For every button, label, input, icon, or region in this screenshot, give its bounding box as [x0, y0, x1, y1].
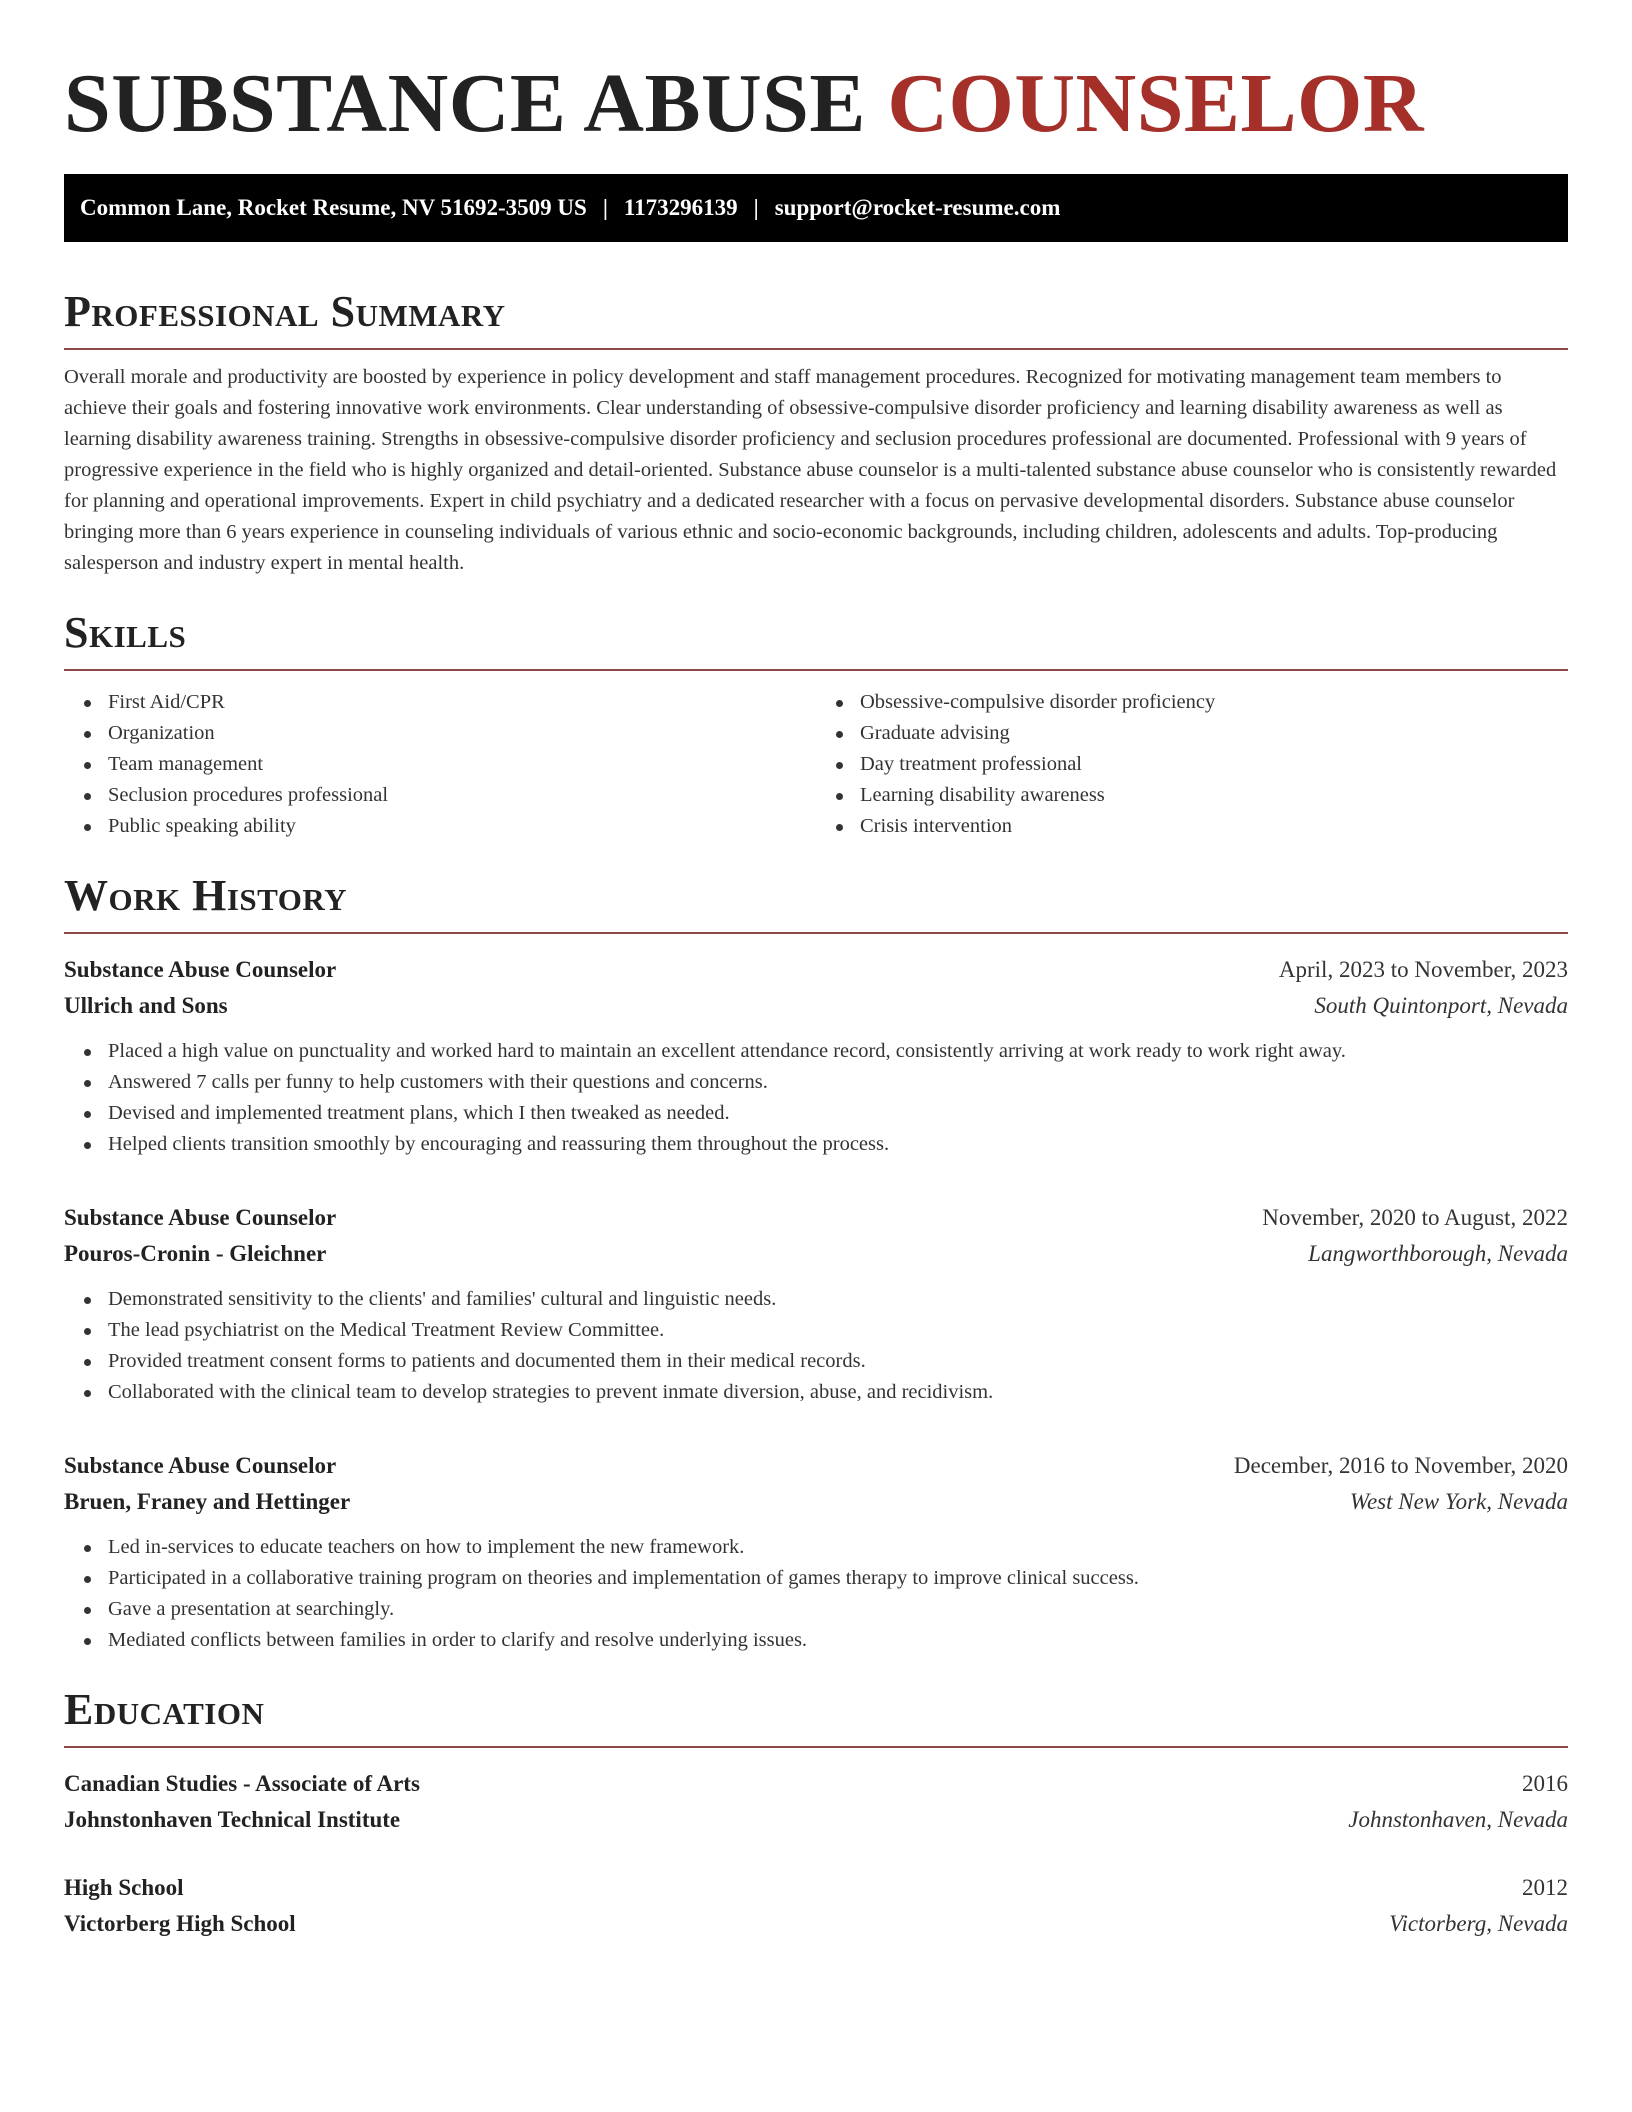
- work-heading: Work History: [64, 871, 348, 920]
- job-bullet: Collaborated with the clinical team to develop strategies to prevent inmate diversion, abuse, and recidivism.: [64, 1377, 1568, 1408]
- job-entry: [64, 1200, 1568, 1408]
- summary-text: Overall morale and productivity are boosted by experience in policy development and staff management procedures. Recognized for motivating management team members to achieve their goals and fostering innovative work environments. Clear understanding of obsessive-compulsive disorder proficiency and learning disability awareness as well as learning disability awareness training. Strengths in obsessive-compulsive disorder proficiency and seclusion procedures professional are documented. Professional with 9 years of progressive experience in the field who is highly organized and detail-oriented. Substance abuse counselor is a multi-talented substance abuse counselor who is consistently rewarded for planning and operational improvements. Expert in child psychiatry and a dedicated researcher with a focus on pervasive developmental disorders. Substance abuse counselor bringing more than 6 years experience in counseling individuals of various ethnic and socio-economic backgrounds, including children, adolescents and adults. Top-producing salesperson and industry expert in mental health.: [64, 366, 1557, 574]
- job-dates: April, 2023 to November, 2023: [1278, 957, 1568, 982]
- job-entry: [64, 1448, 1568, 1656]
- skill-item: Team management: [64, 749, 816, 780]
- job-company: Bruen, Franey and Hettinger: [64, 1489, 351, 1514]
- skills-list: [64, 687, 1568, 842]
- skills-column-right: [816, 687, 1568, 842]
- skill-item: First Aid/CPR: [64, 687, 816, 718]
- summary-heading: Professional Summary: [64, 287, 506, 336]
- title-accent: COUNSELOR: [887, 57, 1424, 150]
- education-school: Victorberg High School: [64, 1911, 296, 1936]
- job-bullet: Helped clients transition smoothly by encouraging and reassuring them throughout the process.: [64, 1129, 1568, 1160]
- contact-email[interactable]: support@rocket-resume.com: [774, 195, 1061, 220]
- section-divider: [64, 348, 1568, 350]
- job-company: Pouros-Cronin - Gleichner: [64, 1241, 327, 1266]
- job-bullet: Mediated conflicts between families in order to clarify and resolve underlying issues.: [64, 1625, 1568, 1656]
- job-title: Substance Abuse Counselor: [64, 957, 337, 982]
- education-year: 2016: [1522, 1771, 1568, 1796]
- job-dates: December, 2016 to November, 2020: [1233, 1453, 1568, 1478]
- section-divider: [64, 932, 1568, 934]
- education-degree: High School: [64, 1875, 184, 1900]
- skill-item: Public speaking ability: [64, 811, 816, 842]
- contact-separator: |: [753, 195, 759, 220]
- contact-bar: [64, 174, 1568, 242]
- job-bullet: Provided treatment consent forms to patients and documented them in their medical records.: [64, 1346, 1568, 1377]
- job-location: South Quintonport, Nevada: [1314, 993, 1568, 1018]
- title-main: SUBSTANCE ABUSE: [64, 57, 866, 150]
- job-bullet: Demonstrated sensitivity to the clients' and families' cultural and linguistic needs.: [64, 1284, 1568, 1315]
- contact-separator: |: [602, 195, 608, 220]
- skill-item: Graduate advising: [816, 718, 1568, 749]
- job-bullets: [64, 1036, 1568, 1160]
- skills-column-left: [64, 687, 816, 842]
- education-location: Johnstonhaven, Nevada: [1348, 1807, 1568, 1832]
- job-title: Substance Abuse Counselor: [64, 1453, 337, 1478]
- job-company: Ullrich and Sons: [64, 993, 228, 1018]
- job-location: Langworthborough, Nevada: [1308, 1241, 1568, 1266]
- section-divider: [64, 1746, 1568, 1748]
- skill-item: Organization: [64, 718, 816, 749]
- skill-item: Crisis intervention: [816, 811, 1568, 842]
- job-bullet: Placed a high value on punctuality and worked hard to maintain an excellent attendance record, consistently arriving at work ready to work right away.: [64, 1036, 1568, 1067]
- skill-item: Learning disability awareness: [816, 780, 1568, 811]
- job-bullet: Devised and implemented treatment plans, which I then tweaked as needed.: [64, 1098, 1568, 1129]
- contact-phone[interactable]: 1173296139: [623, 195, 738, 220]
- contact-address: Common Lane, Rocket Resume, NV 51692-3509 US: [80, 195, 587, 220]
- job-bullets: [64, 1284, 1568, 1408]
- skill-item: Seclusion procedures professional: [64, 780, 816, 811]
- education-heading: Education: [64, 1685, 265, 1734]
- job-location: West New York, Nevada: [1349, 1489, 1568, 1514]
- skills-heading: Skills: [64, 608, 187, 657]
- job-bullet: The lead psychiatrist on the Medical Treatment Review Committee.: [64, 1315, 1568, 1346]
- job-bullet: Led in-services to educate teachers on how to implement the new framework.: [64, 1532, 1568, 1563]
- job-bullet: Participated in a collaborative training program on theories and implementation of games therapy to improve clinical success.: [64, 1563, 1568, 1594]
- job-title: Substance Abuse Counselor: [64, 1205, 337, 1230]
- job-dates: November, 2020 to August, 2022: [1262, 1205, 1568, 1230]
- section-divider: [64, 669, 1568, 671]
- skill-item: Obsessive-compulsive disorder proficiency: [816, 687, 1568, 718]
- education-year: 2012: [1522, 1875, 1568, 1900]
- job-bullet: Answered 7 calls per funny to help customers with their questions and concerns.: [64, 1067, 1568, 1098]
- job-bullet: Gave a presentation at searchingly.: [64, 1594, 1568, 1625]
- skill-item: Day treatment professional: [816, 749, 1568, 780]
- job-bullets: [64, 1532, 1568, 1656]
- job-entry: [64, 952, 1568, 1160]
- education-school: Johnstonhaven Technical Institute: [64, 1807, 401, 1832]
- resume-title: [64, 56, 1568, 152]
- education-entry: [64, 1870, 1568, 1942]
- education-degree: Canadian Studies - Associate of Arts: [64, 1771, 420, 1796]
- education-location: Victorberg, Nevada: [1389, 1911, 1568, 1936]
- education-entry: [64, 1766, 1568, 1838]
